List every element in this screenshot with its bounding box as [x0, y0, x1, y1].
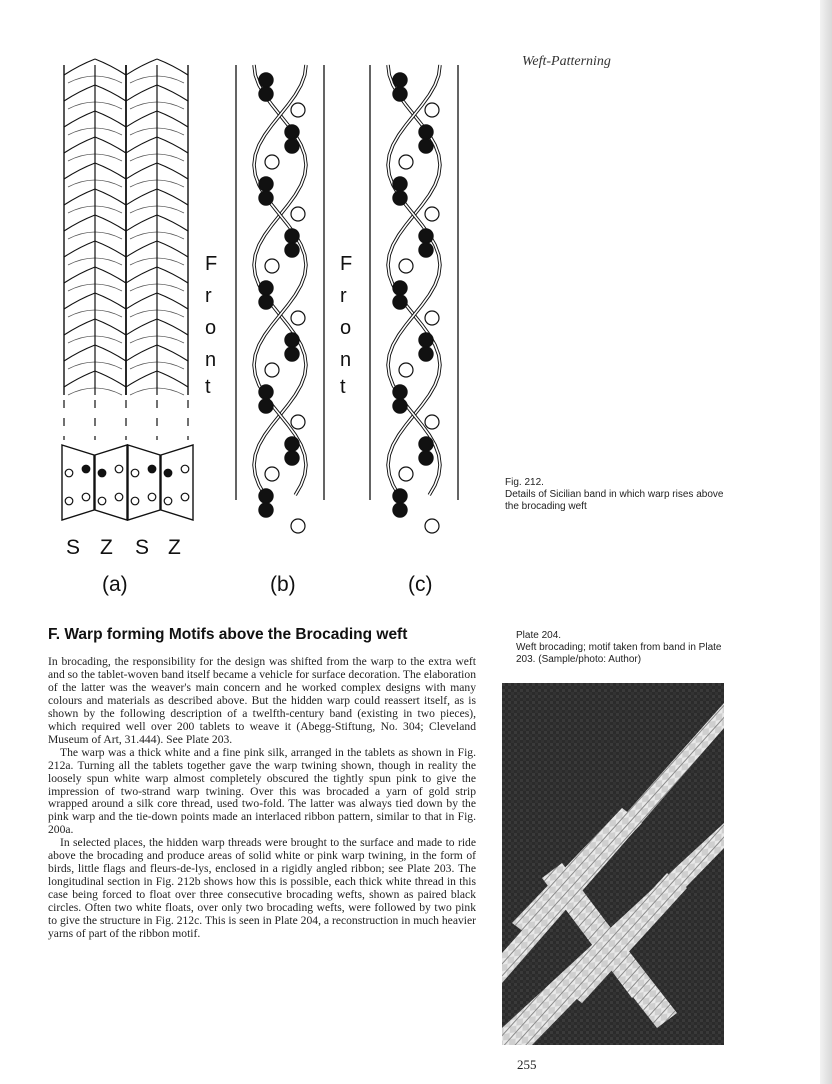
weft-circle — [393, 73, 407, 87]
twining-stroke — [126, 215, 157, 231]
weft-circle — [285, 347, 299, 361]
twining-stroke — [64, 319, 95, 335]
weft-circle — [393, 191, 407, 205]
plate-caption-label: Plate 204. — [516, 630, 562, 641]
twining-stroke — [157, 189, 188, 205]
twining-stroke — [126, 267, 157, 283]
tablet — [95, 445, 127, 520]
twining-stroke — [64, 163, 95, 179]
tablet-hole — [131, 469, 139, 477]
twist-label: Z — [168, 536, 181, 559]
front-letter: n — [340, 349, 352, 371]
twining-stroke — [95, 319, 126, 335]
warp-float-circle — [425, 415, 439, 429]
twining-stroke — [126, 345, 157, 361]
tablet-hole — [65, 469, 73, 477]
panel-c-section — [370, 65, 458, 533]
warp-float-circle — [265, 467, 279, 481]
weft-circle — [393, 399, 407, 413]
panel-b-section — [236, 65, 324, 533]
figure-caption — [505, 477, 735, 513]
tablet-hole — [98, 497, 106, 505]
running-head: Weft-Patterning — [522, 54, 611, 69]
page-number: 255 — [517, 1057, 537, 1072]
plate-204-photo — [502, 683, 724, 1045]
warp-float-circle — [265, 155, 279, 169]
page-edge — [820, 0, 832, 1084]
twist-labels — [66, 536, 181, 559]
weft-circle — [259, 399, 273, 413]
twining-stroke — [95, 189, 126, 205]
weft-circle — [259, 295, 273, 309]
twining-stroke — [157, 241, 188, 257]
twining-stroke — [126, 189, 157, 205]
weft-circle — [259, 503, 273, 517]
weft-circle — [393, 385, 407, 399]
paragraph: In selected places, the hidden warp threads were brought to the surface and made to ride above the brocading and produce areas of solid white or pink warp twining, in the form of birds, little flags and fleurs-de-lys, enclosed in a rigidly angled ribbon; see Plate 203. The longitudinal section in Fig. 212b shows how this is possible, each thick white thread in this case being forced to float over three consecutive brocading wefts, shown as paired black circles. Often two white floats, over only two brocading wefts, were followed by two pink to give the structure in Fig. 212c. This is seen in Plate 204, a reconstruction in much heavier yarns of part of the ribbon motif. — [48, 836, 476, 941]
panel-a-tablets — [62, 445, 193, 520]
weft-circle — [419, 229, 433, 243]
twining-stroke — [64, 59, 95, 75]
tablet-hole — [82, 465, 90, 473]
twist-label: S — [66, 536, 81, 559]
weft-circle — [259, 191, 273, 205]
weft-circle — [285, 333, 299, 347]
warp-float-circle — [291, 415, 305, 429]
twining-stroke — [95, 345, 126, 361]
warp-float-circle — [399, 259, 413, 273]
weft-circle — [419, 451, 433, 465]
twining-stroke — [126, 293, 157, 309]
front-letter: t — [340, 376, 346, 398]
front-labels — [205, 253, 352, 398]
twining-stroke — [126, 319, 157, 335]
warp-float-circle — [399, 467, 413, 481]
weft-circle — [393, 177, 407, 191]
weft-circle — [419, 243, 433, 257]
front-letter: r — [340, 285, 347, 307]
weft-circle — [259, 281, 273, 295]
weft-circle — [393, 281, 407, 295]
tablet — [62, 445, 94, 520]
body-text — [48, 656, 476, 941]
section-heading: F. Warp forming Motifs above the Brocading weft — [48, 626, 408, 643]
figure-212-drawing — [40, 55, 480, 600]
tablet-hole — [115, 493, 123, 501]
paragraph: The warp was a thick white and a fine pink silk, arranged in the tablets as shown in Fig. 212a. Turning all the tablets together gave the warp twining shown, though in reality the loosely spun white warp almost completely obscured the tightly spun pink to give the impression of two-strand warp twining. Over this was brocaded a yarn of gold strip wrapped around a silk core thread, used two-fold. The latter was always tied down by the pink warp and the tie-down points made an interlaced ribbon pattern, similar to that in Fig. 200a. — [48, 745, 476, 837]
warp-float-circle — [399, 363, 413, 377]
weft-circle — [419, 437, 433, 451]
twining-stroke — [95, 293, 126, 309]
twining-stroke — [64, 85, 95, 101]
weft-circle — [259, 489, 273, 503]
panel-label-a: (a) — [102, 573, 128, 596]
twining-stroke — [95, 241, 126, 257]
tablet-hole — [164, 469, 172, 477]
tablet-hole — [148, 465, 156, 473]
weft-circle — [393, 295, 407, 309]
weft-circle — [419, 139, 433, 153]
twining-stroke — [126, 111, 157, 127]
twining-stroke — [157, 111, 188, 127]
plate-caption — [516, 630, 726, 666]
weft-circle — [393, 87, 407, 101]
twining-stroke — [95, 163, 126, 179]
twining-stroke — [157, 319, 188, 335]
figure-caption-label: Fig. 212. — [505, 477, 544, 488]
tablet-hole — [82, 493, 90, 501]
plate-204-image — [502, 683, 724, 1045]
panel-a-twining — [64, 59, 188, 440]
weft-circle — [285, 139, 299, 153]
twining-stroke — [157, 371, 188, 387]
twining-stroke — [64, 267, 95, 283]
weft-circle — [259, 385, 273, 399]
twining-stroke — [126, 163, 157, 179]
twining-stroke — [64, 189, 95, 205]
weft-circle — [419, 125, 433, 139]
twist-label: S — [135, 536, 150, 559]
twining-stroke — [95, 111, 126, 127]
twining-stroke — [64, 241, 95, 257]
front-letter: t — [205, 376, 211, 398]
warp-float-circle — [425, 519, 439, 533]
twining-stroke — [95, 137, 126, 153]
warp-float-circle — [425, 103, 439, 117]
twining-stroke — [157, 267, 188, 283]
warp-float-circle — [291, 103, 305, 117]
weft-circle — [393, 503, 407, 517]
warp-float-circle — [291, 311, 305, 325]
twining-stroke — [126, 241, 157, 257]
twining-stroke — [126, 59, 157, 75]
front-letter: n — [205, 349, 217, 371]
twining-stroke — [126, 85, 157, 101]
twining-stroke — [64, 111, 95, 127]
twining-stroke — [95, 215, 126, 231]
panel-labels — [102, 573, 433, 596]
weft-circle — [285, 243, 299, 257]
front-letter: o — [205, 317, 217, 339]
tablet-hole — [131, 497, 139, 505]
paragraph: In brocading, the responsibility for the design was shifted from the warp to the extra weft and so the tablet-woven band itself became a vehicle for surface decoration. The elaboration of the latter was the weaver's main concern and he worked complex designs with many colours and materials as described above. But the hidden warp could reassert itself, as is shown by the following description of a twelfth-century band (existing in two pieces), which required well over 200 tablets to weave it (Abegg-Stiftung, No. 304; Cleveland Museum of Art, 31.444). See Plate 203. — [48, 655, 476, 746]
twining-stroke — [64, 345, 95, 361]
weft-circle — [259, 73, 273, 87]
warp-float-circle — [399, 155, 413, 169]
front-letter: o — [340, 317, 352, 339]
weft-circle — [285, 437, 299, 451]
warp-float-circle — [265, 363, 279, 377]
tablet — [161, 445, 193, 520]
weft-circle — [285, 229, 299, 243]
twining-stroke — [157, 293, 188, 309]
twining-stroke — [157, 215, 188, 231]
front-letter: F — [205, 253, 218, 275]
twist-label: Z — [100, 536, 113, 559]
figure-212 — [40, 55, 480, 600]
weft-circle — [259, 177, 273, 191]
weft-circle — [285, 125, 299, 139]
tablet-hole — [98, 469, 106, 477]
weft-circle — [393, 489, 407, 503]
warp-float-circle — [425, 207, 439, 221]
weft-circle — [285, 451, 299, 465]
twining-stroke — [95, 59, 126, 75]
tablet — [128, 445, 160, 520]
front-letter: r — [205, 285, 212, 307]
twining-stroke — [157, 137, 188, 153]
plate-caption-text: Weft brocading; motif taken from band in Plate 203. (Sample/photo: Author) — [516, 642, 722, 665]
figure-caption-text: Details of Sicilian band in which warp rises above the brocading weft — [505, 489, 724, 512]
tablet-hole — [148, 493, 156, 501]
twining-stroke — [64, 371, 95, 387]
twining-stroke — [64, 215, 95, 231]
twining-stroke — [64, 293, 95, 309]
twining-stroke — [126, 137, 157, 153]
weft-circle — [259, 87, 273, 101]
tablet-hole — [181, 465, 189, 473]
twining-stroke — [95, 371, 126, 387]
tablet-hole — [164, 497, 172, 505]
warp-float-circle — [291, 519, 305, 533]
twining-stroke — [95, 267, 126, 283]
weft-circle — [419, 333, 433, 347]
weft-circle — [419, 347, 433, 361]
tablet-hole — [115, 465, 123, 473]
twining-stroke — [157, 345, 188, 361]
panel-label-b: (b) — [270, 573, 296, 596]
twining-stroke — [95, 85, 126, 101]
twining-stroke — [126, 371, 157, 387]
tablet-hole — [65, 497, 73, 505]
tablet-hole — [181, 493, 189, 501]
warp-float-circle — [265, 259, 279, 273]
panel-label-c: (c) — [408, 573, 433, 596]
twining-stroke — [157, 163, 188, 179]
warp-float-circle — [425, 311, 439, 325]
twining-stroke — [157, 85, 188, 101]
warp-float-circle — [291, 207, 305, 221]
twining-stroke — [64, 137, 95, 153]
twining-stroke — [157, 59, 188, 75]
front-letter: F — [340, 253, 353, 275]
